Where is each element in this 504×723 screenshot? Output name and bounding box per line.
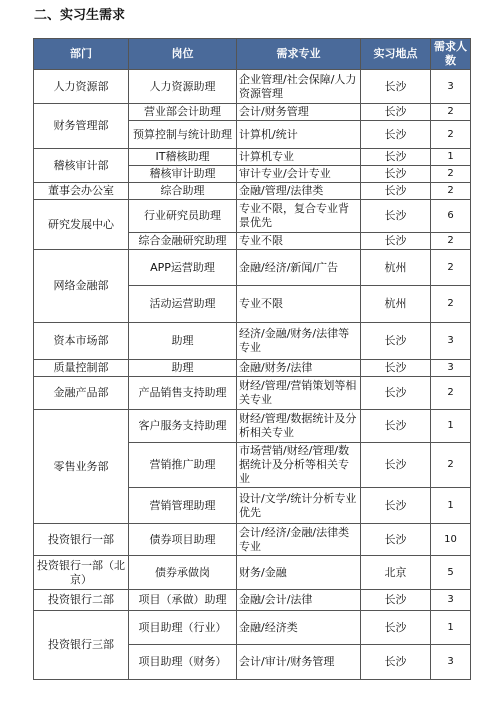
count-cell: 2: [431, 166, 471, 183]
department-cell: 财务管理部: [34, 104, 129, 149]
department-cell: 投资银行一部（北京）: [34, 556, 129, 590]
count-cell: 2: [431, 250, 471, 286]
location-cell: 杭州: [361, 286, 431, 323]
major-cell: 金融/会计/法律: [237, 590, 361, 611]
department-cell: 金融产品部: [34, 377, 129, 410]
count-cell: 1: [431, 410, 471, 443]
position-cell: 项目助理（财务）: [129, 645, 237, 680]
major-cell: 金融/经济/新闻/广告: [237, 250, 361, 286]
table-row: [34, 70, 471, 104]
major-cell: 财务/金融: [237, 556, 361, 590]
table-row: [34, 183, 471, 200]
count-cell: 3: [431, 645, 471, 680]
position-cell: 稽核审计助理: [129, 166, 237, 183]
count-cell: 5: [431, 556, 471, 590]
table-row: [34, 410, 471, 443]
position-cell: 产品销售支持助理: [129, 377, 237, 410]
table-row: [34, 250, 471, 286]
position-cell: 活动运营助理: [129, 286, 237, 323]
table-row: [34, 524, 471, 556]
major-cell: 专业不限，复合专业背景优先: [237, 200, 361, 233]
position-cell: 综合金融研究助理: [129, 233, 237, 250]
count-cell: 6: [431, 200, 471, 233]
major-cell: 会计/经济/金融/法律类专业: [237, 524, 361, 556]
location-cell: 杭州: [361, 250, 431, 286]
department-cell: 董事会办公室: [34, 183, 129, 200]
location-cell: 长沙: [361, 233, 431, 250]
location-cell: 长沙: [361, 410, 431, 443]
location-cell: 长沙: [361, 443, 431, 488]
department-cell: 质量控制部: [34, 360, 129, 377]
location-cell: 长沙: [361, 488, 431, 524]
location-cell: 长沙: [361, 524, 431, 556]
position-cell: 人力资源助理: [129, 70, 237, 104]
position-cell: 助理: [129, 360, 237, 377]
count-cell: 2: [431, 104, 471, 121]
department-cell: 投资银行二部: [34, 590, 129, 611]
major-cell: 会计/财务管理: [237, 104, 361, 121]
header-position: 岗位: [129, 39, 237, 70]
major-cell: 审计专业/会计专业: [237, 166, 361, 183]
table-row: [34, 323, 471, 360]
header-major: 需求专业: [237, 39, 361, 70]
count-cell: 2: [431, 286, 471, 323]
department-cell: 人力资源部: [34, 70, 129, 104]
count-cell: 3: [431, 590, 471, 611]
position-cell: IT稽核助理: [129, 149, 237, 166]
section-title: 二、实习生需求: [34, 8, 126, 23]
table-row: [34, 556, 471, 590]
department-cell: 网络金融部: [34, 250, 129, 323]
count-cell: 2: [431, 183, 471, 200]
location-cell: 长沙: [361, 104, 431, 121]
department-cell: 研究发展中心: [34, 200, 129, 250]
department-cell: 零售业务部: [34, 410, 129, 524]
major-cell: 金融/管理/法律类: [237, 183, 361, 200]
count-cell: 1: [431, 611, 471, 645]
count-cell: 3: [431, 360, 471, 377]
location-cell: 长沙: [361, 611, 431, 645]
department-cell: 投资银行三部: [34, 611, 129, 680]
location-cell: 长沙: [361, 360, 431, 377]
internship-demand-table: [33, 38, 471, 680]
location-cell: 长沙: [361, 166, 431, 183]
header-location: 实习地点: [361, 39, 431, 70]
location-cell: 长沙: [361, 70, 431, 104]
position-cell: APP运营助理: [129, 250, 237, 286]
major-cell: 专业不限: [237, 233, 361, 250]
position-cell: 助理: [129, 323, 237, 360]
count-cell: 2: [431, 121, 471, 149]
department-cell: 稽核审计部: [34, 149, 129, 183]
position-cell: 综合助理: [129, 183, 237, 200]
major-cell: 财经/管理/营销策划等相关专业: [237, 377, 361, 410]
position-cell: 预算控制与统计助理: [129, 121, 237, 149]
header-count: 需求人数: [431, 39, 471, 70]
location-cell: 长沙: [361, 323, 431, 360]
major-cell: 市场营销/财经/管理/数据统计及分析等相关专业: [237, 443, 361, 488]
major-cell: 金融/经济类: [237, 611, 361, 645]
count-cell: 1: [431, 488, 471, 524]
major-cell: 专业不限: [237, 286, 361, 323]
count-cell: 2: [431, 443, 471, 488]
count-cell: 3: [431, 323, 471, 360]
location-cell: 长沙: [361, 377, 431, 410]
major-cell: 会计/审计/财务管理: [237, 645, 361, 680]
location-cell: 长沙: [361, 149, 431, 166]
header-department: 部门: [34, 39, 129, 70]
location-cell: 长沙: [361, 200, 431, 233]
major-cell: 财经/管理/数据统计及分析相关专业: [237, 410, 361, 443]
position-cell: 营销管理助理: [129, 488, 237, 524]
position-cell: 行业研究员助理: [129, 200, 237, 233]
table-header-row: [34, 39, 471, 70]
location-cell: 长沙: [361, 590, 431, 611]
count-cell: 2: [431, 377, 471, 410]
count-cell: 2: [431, 233, 471, 250]
department-cell: 资本市场部: [34, 323, 129, 360]
location-cell: 长沙: [361, 645, 431, 680]
position-cell: 项目（承做）助理: [129, 590, 237, 611]
count-cell: 10: [431, 524, 471, 556]
major-cell: 设计/文学/统计分析专业优先: [237, 488, 361, 524]
major-cell: 计算机专业: [237, 149, 361, 166]
table-row: [34, 149, 471, 166]
location-cell: 长沙: [361, 121, 431, 149]
position-cell: 项目助理（行业）: [129, 611, 237, 645]
location-cell: 北京: [361, 556, 431, 590]
table-row: [34, 590, 471, 611]
table-row: [34, 360, 471, 377]
department-cell: 投资银行一部: [34, 524, 129, 556]
table-row: [34, 377, 471, 410]
position-cell: 营业部会计助理: [129, 104, 237, 121]
table-row: [34, 611, 471, 645]
position-cell: 营销推广助理: [129, 443, 237, 488]
major-cell: 经济/金融/财务/法律等专业: [237, 323, 361, 360]
count-cell: 1: [431, 149, 471, 166]
major-cell: 企业管理/社会保障/人力资源管理: [237, 70, 361, 104]
location-cell: 长沙: [361, 183, 431, 200]
position-cell: 债券项目助理: [129, 524, 237, 556]
position-cell: 债券承做岗: [129, 556, 237, 590]
count-cell: 3: [431, 70, 471, 104]
position-cell: 客户服务支持助理: [129, 410, 237, 443]
table-row: [34, 104, 471, 121]
major-cell: 计算机/统计: [237, 121, 361, 149]
major-cell: 金融/财务/法律: [237, 360, 361, 377]
table-row: [34, 200, 471, 233]
table-body: [34, 70, 471, 680]
